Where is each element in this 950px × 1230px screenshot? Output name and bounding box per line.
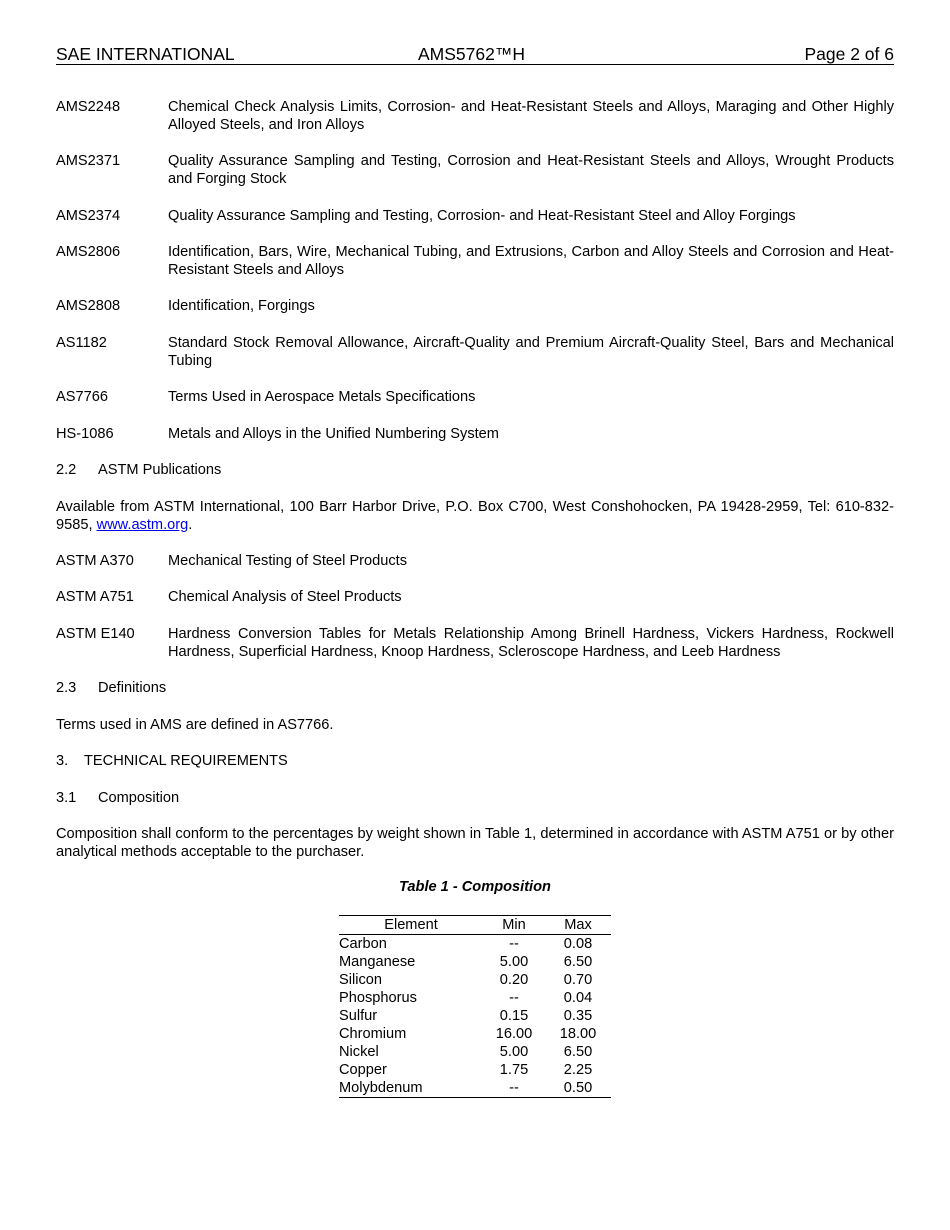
cell-element: Phosphorus — [339, 990, 417, 1006]
cell-element: Carbon — [339, 936, 387, 952]
reference-code: AS1182 — [56, 335, 107, 351]
section-number: 3. — [56, 753, 69, 769]
reference-title: Identification, Bars, Wire, Mechanical Tubing, and Extrusions, Carbon and Alloy Steels and Corrosion and Heat-Resistant Steels and Alloys — [168, 244, 894, 278]
section-heading-3-1 — [56, 789, 179, 807]
reference-code: ASTM E140 — [56, 626, 135, 642]
cell-min: 0.15 — [499, 1008, 529, 1024]
cell-min: 5.00 — [499, 1044, 529, 1060]
table-row — [339, 971, 611, 989]
table-row — [339, 953, 611, 971]
cell-min: 0.20 — [499, 972, 529, 988]
section-number: 2.3 — [56, 680, 77, 696]
cell-max: 0.70 — [563, 972, 593, 988]
definitions-paragraph: Terms used in AMS are defined in AS7766. — [56, 717, 334, 733]
reference-title: Metals and Alloys in the Unified Numbering System — [168, 426, 499, 442]
cell-element: Nickel — [339, 1044, 379, 1060]
reference-title: Standard Stock Removal Allowance, Aircraft-Quality and Premium Aircraft-Quality Steel, Bars and Mechanical Tubing — [168, 335, 894, 369]
reference-code: AMS2248 — [56, 99, 121, 115]
cell-max: 18.00 — [559, 1026, 597, 1042]
cell-min: 16.00 — [495, 1026, 533, 1042]
section-title: TECHNICAL REQUIREMENTS — [84, 753, 288, 769]
table-row — [339, 1025, 611, 1043]
reference-entry — [56, 425, 894, 443]
reference-title: Terms Used in Aerospace Metals Specifications — [168, 389, 476, 405]
section-title: Composition — [98, 790, 180, 806]
section-heading-2-2 — [56, 461, 221, 479]
cell-min: -- — [509, 936, 519, 952]
cell-min: 1.75 — [499, 1062, 529, 1078]
reference-entry — [56, 207, 894, 225]
cell-max: 0.08 — [563, 936, 593, 952]
reference-entry — [56, 388, 894, 406]
cell-min: 5.00 — [499, 954, 529, 970]
table-caption: Table 1 - Composition — [399, 879, 551, 895]
section-number: 3.1 — [56, 790, 77, 806]
cell-element: Silicon — [339, 972, 382, 988]
section-number: 2.2 — [56, 462, 77, 478]
reference-entry — [56, 334, 894, 370]
section-title: ASTM Publications — [98, 462, 222, 478]
astm-availability-paragraph: Available from ASTM International, 100 Barr Harbor Drive, P.O. Box C700, West Conshohocken, PA 19428-2959, Tel: 610-832-9585, www.astm.org. — [56, 499, 894, 533]
reference-entry — [56, 552, 894, 570]
cell-max: 0.35 — [563, 1008, 593, 1024]
cell-element: Sulfur — [339, 1008, 378, 1024]
reference-title: Quality Assurance Sampling and Testing, Corrosion and Heat-Resistant Steels and Alloys, Wrought Products and Forging Stock — [168, 153, 894, 187]
cell-max: 6.50 — [563, 1044, 593, 1060]
section-heading-3 — [56, 752, 288, 770]
table-row — [339, 989, 611, 1007]
cell-min: -- — [509, 1080, 519, 1096]
table-row — [339, 1061, 611, 1079]
reference-code: AS7766 — [56, 389, 108, 405]
reference-entry — [56, 588, 894, 606]
reference-code: AMS2371 — [56, 153, 121, 169]
table-row — [339, 1007, 611, 1025]
cell-element: Chromium — [339, 1026, 407, 1042]
cell-element: Manganese — [339, 954, 416, 970]
reference-title: Identification, Forgings — [168, 298, 315, 314]
reference-title: Quality Assurance Sampling and Testing, Corrosion- and Heat-Resistant Steel and Alloy Forgings — [168, 208, 796, 224]
table-row — [339, 1043, 611, 1061]
reference-title: Hardness Conversion Tables for Metals Relationship Among Brinell Hardness, Vickers Hardness, Rockwell Hardness, Superficial Hardness, Knoop Hardness, Scleroscope Hardness, and Leeb Hardness — [168, 626, 894, 660]
reference-title: Mechanical Testing of Steel Products — [168, 553, 408, 569]
page-header — [56, 44, 894, 65]
column-header-max: Max — [564, 917, 592, 933]
cell-element: Molybdenum — [339, 1080, 423, 1096]
header-document-id: AMS5762™H — [418, 44, 525, 64]
reference-title: Chemical Check Analysis Limits, Corrosion- and Heat-Resistant Steels and Alloys, Maraging and Other Highly Alloyed Steels, and Iron Alloys — [168, 99, 894, 133]
header-organization: SAE INTERNATIONAL — [56, 44, 235, 64]
header-page-number: Page 2 of 6 — [804, 44, 894, 64]
section-heading-2-3 — [56, 679, 166, 697]
cell-element: Copper — [339, 1062, 387, 1078]
reference-title: Chemical Analysis of Steel Products — [168, 589, 402, 605]
reference-entry — [56, 297, 894, 315]
reference-entry — [56, 152, 894, 188]
cell-max: 0.50 — [563, 1080, 593, 1096]
cell-max: 6.50 — [563, 954, 593, 970]
cell-max: 2.25 — [563, 1062, 593, 1078]
cell-min: -- — [509, 990, 519, 1006]
reference-code: ASTM A751 — [56, 589, 134, 605]
reference-code: AMS2806 — [56, 244, 121, 260]
composition-table — [339, 915, 611, 1098]
cell-max: 0.04 — [563, 990, 593, 1006]
table-header-row — [339, 916, 611, 935]
reference-code: HS-1086 — [56, 426, 114, 442]
column-header-element: Element — [384, 917, 438, 933]
reference-entry — [56, 243, 894, 279]
reference-code: ASTM A370 — [56, 553, 134, 569]
astm-website-link[interactable]: www.astm.org — [96, 517, 189, 533]
reference-code: AMS2808 — [56, 298, 121, 314]
column-header-min: Min — [502, 917, 526, 933]
table-row — [339, 935, 611, 954]
reference-entry — [56, 98, 894, 134]
reference-code: AMS2374 — [56, 208, 121, 224]
section-title: Definitions — [98, 680, 167, 696]
table-row — [339, 1079, 611, 1098]
composition-paragraph: Composition shall conform to the percentages by weight shown in Table 1, determined in accordance with ASTM A751 or by other analytical methods acceptable to the purchaser. — [56, 826, 894, 860]
reference-entry — [56, 625, 894, 661]
